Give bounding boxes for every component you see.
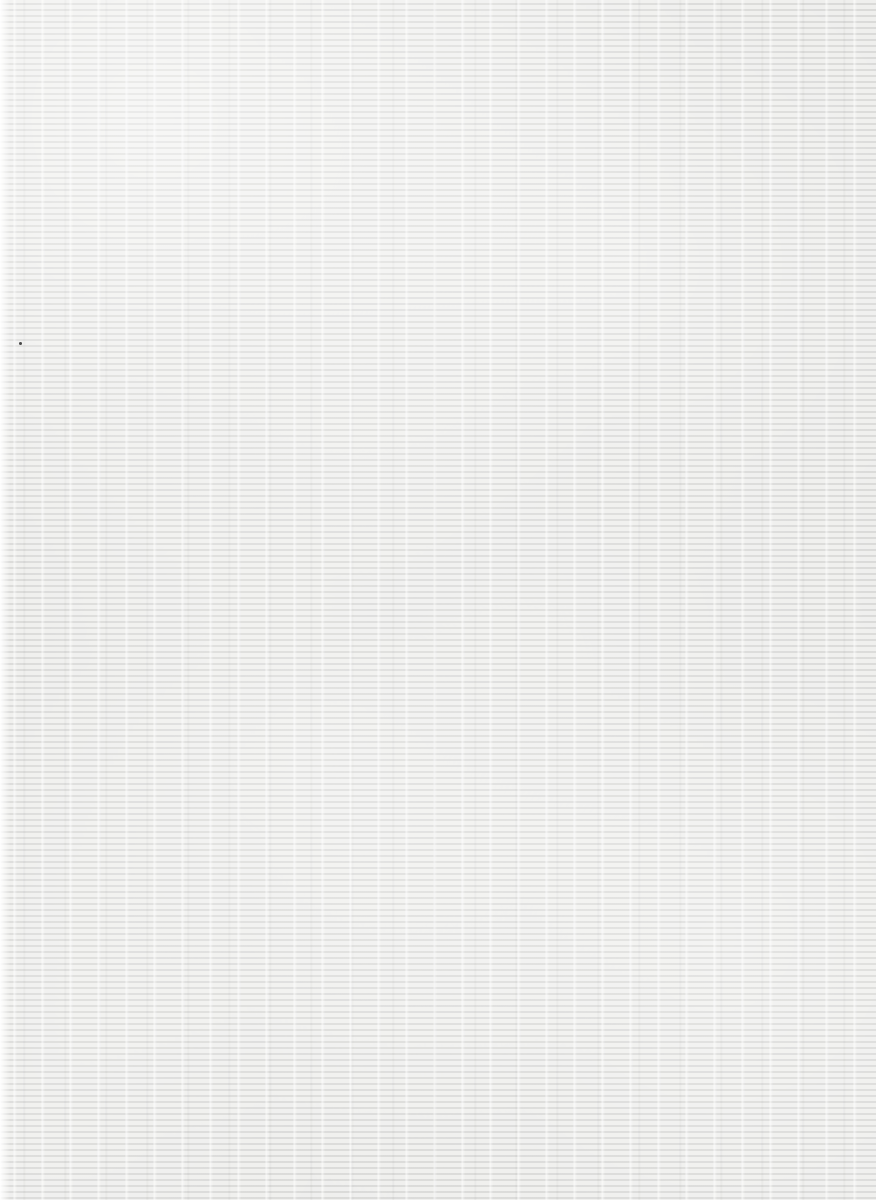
left-edge-highlight [0, 0, 10, 1200]
dust-speck [19, 342, 22, 345]
